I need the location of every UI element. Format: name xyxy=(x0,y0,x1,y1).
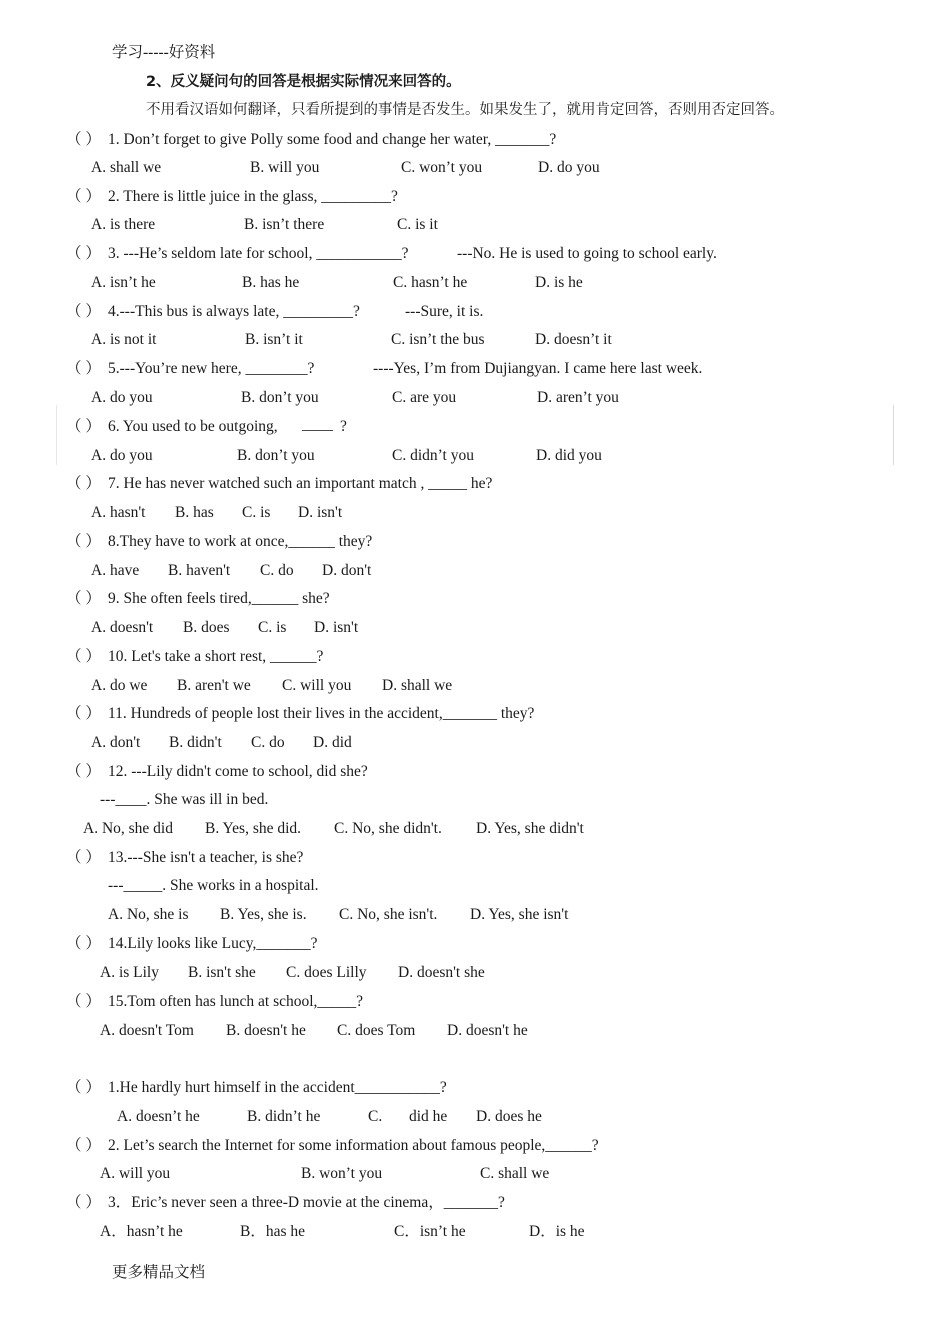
option-5a: A. do you xyxy=(91,389,153,406)
option-3c: C. hasn’t he xyxy=(393,274,468,291)
question-7: 7. He has never watched such an important match , _____ he? xyxy=(108,475,493,492)
option-1d: D. do you xyxy=(538,159,600,176)
option-12b: B. Yes, she did. xyxy=(205,820,302,837)
answer-paren: （ ） xyxy=(66,590,101,607)
option-11d: D. did xyxy=(313,734,352,751)
answer-paren: （ ） xyxy=(66,1194,101,1211)
option-8a: A. have xyxy=(91,562,140,579)
option-2a: A. is there xyxy=(91,216,156,233)
option-9b: B. does xyxy=(183,619,230,636)
question-p2-2: 2. Let’s search the Internet for some information about famous people,______? xyxy=(108,1137,599,1154)
option-6a: A. do you xyxy=(91,447,153,464)
question-p2-1: 1.He hardly hurt himself in the accident___________? xyxy=(108,1079,447,1096)
answer-paren: （ ） xyxy=(66,935,101,952)
question-5-reply: ----Yes, I’m from Dujiangyan. I came here last week. xyxy=(373,360,703,377)
question-p2-3: 3．Eric’s never seen a three-D movie at the cinema，_______? xyxy=(108,1194,505,1211)
option-p2-1b: B. didn’t he xyxy=(247,1108,321,1125)
answer-paren: （ ） xyxy=(66,533,101,550)
question-6: 6. You used to be outgoing, xyxy=(108,418,278,435)
option-3b: B. has he xyxy=(242,274,300,291)
option-2c: C. is it xyxy=(397,216,438,233)
question-10: 10. Let's take a short rest, ______? xyxy=(108,648,324,665)
option-2b: B. isn’t there xyxy=(244,216,325,233)
answer-paren: （ ） xyxy=(66,131,101,148)
option-4b: B. isn’t it xyxy=(245,331,303,348)
question-12: 12. ---Lily didn't come to school, did she? xyxy=(108,763,368,780)
option-p2-3b: B．has he xyxy=(240,1223,306,1240)
question-2: 2. There is little juice in the glass, _________? xyxy=(108,188,398,205)
option-12c: C. No, she didn't. xyxy=(334,820,442,837)
question-3: 3. ---He’s seldom late for school, ___________? xyxy=(108,245,409,262)
option-6d: D. did you xyxy=(536,447,602,464)
answer-paren: （ ） xyxy=(66,648,101,665)
option-3a: A. isn’t he xyxy=(91,274,156,291)
question-5: 5.---You’re new here, ________? xyxy=(108,360,315,377)
option-p2-2c: C. shall we xyxy=(480,1165,550,1182)
option-4c: C. isn’t the bus xyxy=(391,331,485,348)
option-p2-2b: B. won’t you xyxy=(301,1165,383,1182)
option-10a: A. do we xyxy=(91,677,148,694)
question-1: 1. Don’t forget to give Polly some food and change her water, _______? xyxy=(108,131,557,148)
answer-paren: （ ） xyxy=(66,303,101,320)
option-7d: D. isn't xyxy=(298,504,343,521)
option-6b: B. don’t you xyxy=(237,447,315,464)
option-10b: B. aren't we xyxy=(177,677,251,694)
page-header: 学习-----好资料 xyxy=(112,44,216,61)
option-p2-1a: A. doesn’t he xyxy=(117,1108,200,1125)
option-8d: D. don't xyxy=(322,562,372,579)
option-12a: A. No, she did xyxy=(83,820,173,837)
option-14d: D. doesn't she xyxy=(398,964,485,981)
option-p2-3d: D．is he xyxy=(529,1223,585,1240)
option-4d: D. doesn’t it xyxy=(535,331,612,348)
page-footer: 更多精品文档 xyxy=(112,1264,206,1281)
option-9d: D. isn't xyxy=(314,619,359,636)
option-8b: B. haven't xyxy=(168,562,231,579)
option-14c: C. does Lilly xyxy=(286,964,367,981)
question-14: 14.Lily looks like Lucy,_______? xyxy=(108,935,318,952)
answer-paren: （ ） xyxy=(66,418,101,435)
option-1b: B. will you xyxy=(250,159,320,176)
option-14a: A. is Lily xyxy=(100,964,159,981)
option-10d: D. shall we xyxy=(382,677,453,694)
answer-paren: （ ） xyxy=(66,245,101,262)
option-7a: A. hasn't xyxy=(91,504,146,521)
option-4a: A. is not it xyxy=(91,331,157,348)
option-13b: B. Yes, she is. xyxy=(220,906,307,923)
option-p2-3a: A．hasn’t he xyxy=(100,1223,183,1240)
answer-paren: （ ） xyxy=(66,705,101,722)
question-8: 8.They have to work at once,______ they? xyxy=(108,533,373,550)
option-5b: B. don’t you xyxy=(241,389,319,406)
answer-paren: （ ） xyxy=(66,1137,101,1154)
option-p2-2a: A. will you xyxy=(100,1165,171,1182)
option-13a: A. No, she is xyxy=(108,906,189,923)
option-15a: A. doesn't Tom xyxy=(100,1022,194,1039)
question-9: 9. She often feels tired,______ she? xyxy=(108,590,330,607)
option-1a: A. shall we xyxy=(91,159,162,176)
question-13-reply: ---_____. She works in a hospital. xyxy=(108,877,319,894)
section-intro: 不用看汉语如何翻译，只看所提到的事情是否发生。如果发生了，就用肯定回答，否则用否定回答。 xyxy=(146,102,784,118)
option-p2-1d: D. does he xyxy=(476,1108,542,1125)
question-3-reply: ---No. He is used to going to school early. xyxy=(457,245,717,262)
option-15d: D. doesn't he xyxy=(447,1022,528,1039)
option-11a: A. don't xyxy=(91,734,141,751)
margin-rule-right xyxy=(893,405,894,465)
question-6-blank: ____ xyxy=(302,416,333,433)
answer-paren: （ ） xyxy=(66,188,101,205)
option-5d: D. aren’t you xyxy=(537,389,619,406)
option-13c: C. No, she isn't. xyxy=(339,906,438,923)
option-p2-1c-text: did he xyxy=(409,1108,448,1125)
option-5c: C. are you xyxy=(392,389,457,406)
option-15b: B. doesn't he xyxy=(226,1022,306,1039)
option-7c: C. is xyxy=(242,504,271,521)
option-p2-1c: C. xyxy=(368,1108,383,1125)
option-7b: B. has xyxy=(175,504,214,521)
section-title: 2、反义疑问句的回答是根据实际情况来回答的。 xyxy=(146,74,461,90)
option-12d: D. Yes, she didn't xyxy=(476,820,584,837)
answer-paren: （ ） xyxy=(66,993,101,1010)
option-8c: C. do xyxy=(260,562,294,579)
option-11b: B. didn't xyxy=(169,734,222,751)
answer-paren: （ ） xyxy=(66,763,101,780)
option-1c: C. won’t you xyxy=(401,159,483,176)
margin-rule-left xyxy=(56,405,57,465)
question-15: 15.Tom often has lunch at school,_____? xyxy=(108,993,364,1010)
option-10c: C. will you xyxy=(282,677,352,694)
question-12-reply: ---____. She was ill in bed. xyxy=(100,791,269,808)
option-p2-3c: C．isn’t he xyxy=(394,1223,466,1240)
option-14b: B. isn't she xyxy=(188,964,256,981)
option-6c: C. didn’t you xyxy=(392,447,474,464)
option-3d: D. is he xyxy=(535,274,583,291)
question-13: 13.---She isn't a teacher, is she? xyxy=(108,849,304,866)
question-4: 4.---This bus is always late, _________? xyxy=(108,303,360,320)
answer-paren: （ ） xyxy=(66,849,101,866)
option-11c: C. do xyxy=(251,734,285,751)
answer-paren: （ ） xyxy=(66,475,101,492)
answer-paren: （ ） xyxy=(66,1079,101,1096)
option-13d: D. Yes, she isn't xyxy=(470,906,569,923)
question-11: 11. Hundreds of people lost their lives in the accident,_______ they? xyxy=(108,705,535,722)
answer-paren: （ ） xyxy=(66,360,101,377)
option-9a: A. doesn't xyxy=(91,619,154,636)
question-6-end: ? xyxy=(340,418,347,435)
option-15c: C. does Tom xyxy=(337,1022,416,1039)
option-9c: C. is xyxy=(258,619,287,636)
question-4-reply: ---Sure, it is. xyxy=(405,303,484,320)
